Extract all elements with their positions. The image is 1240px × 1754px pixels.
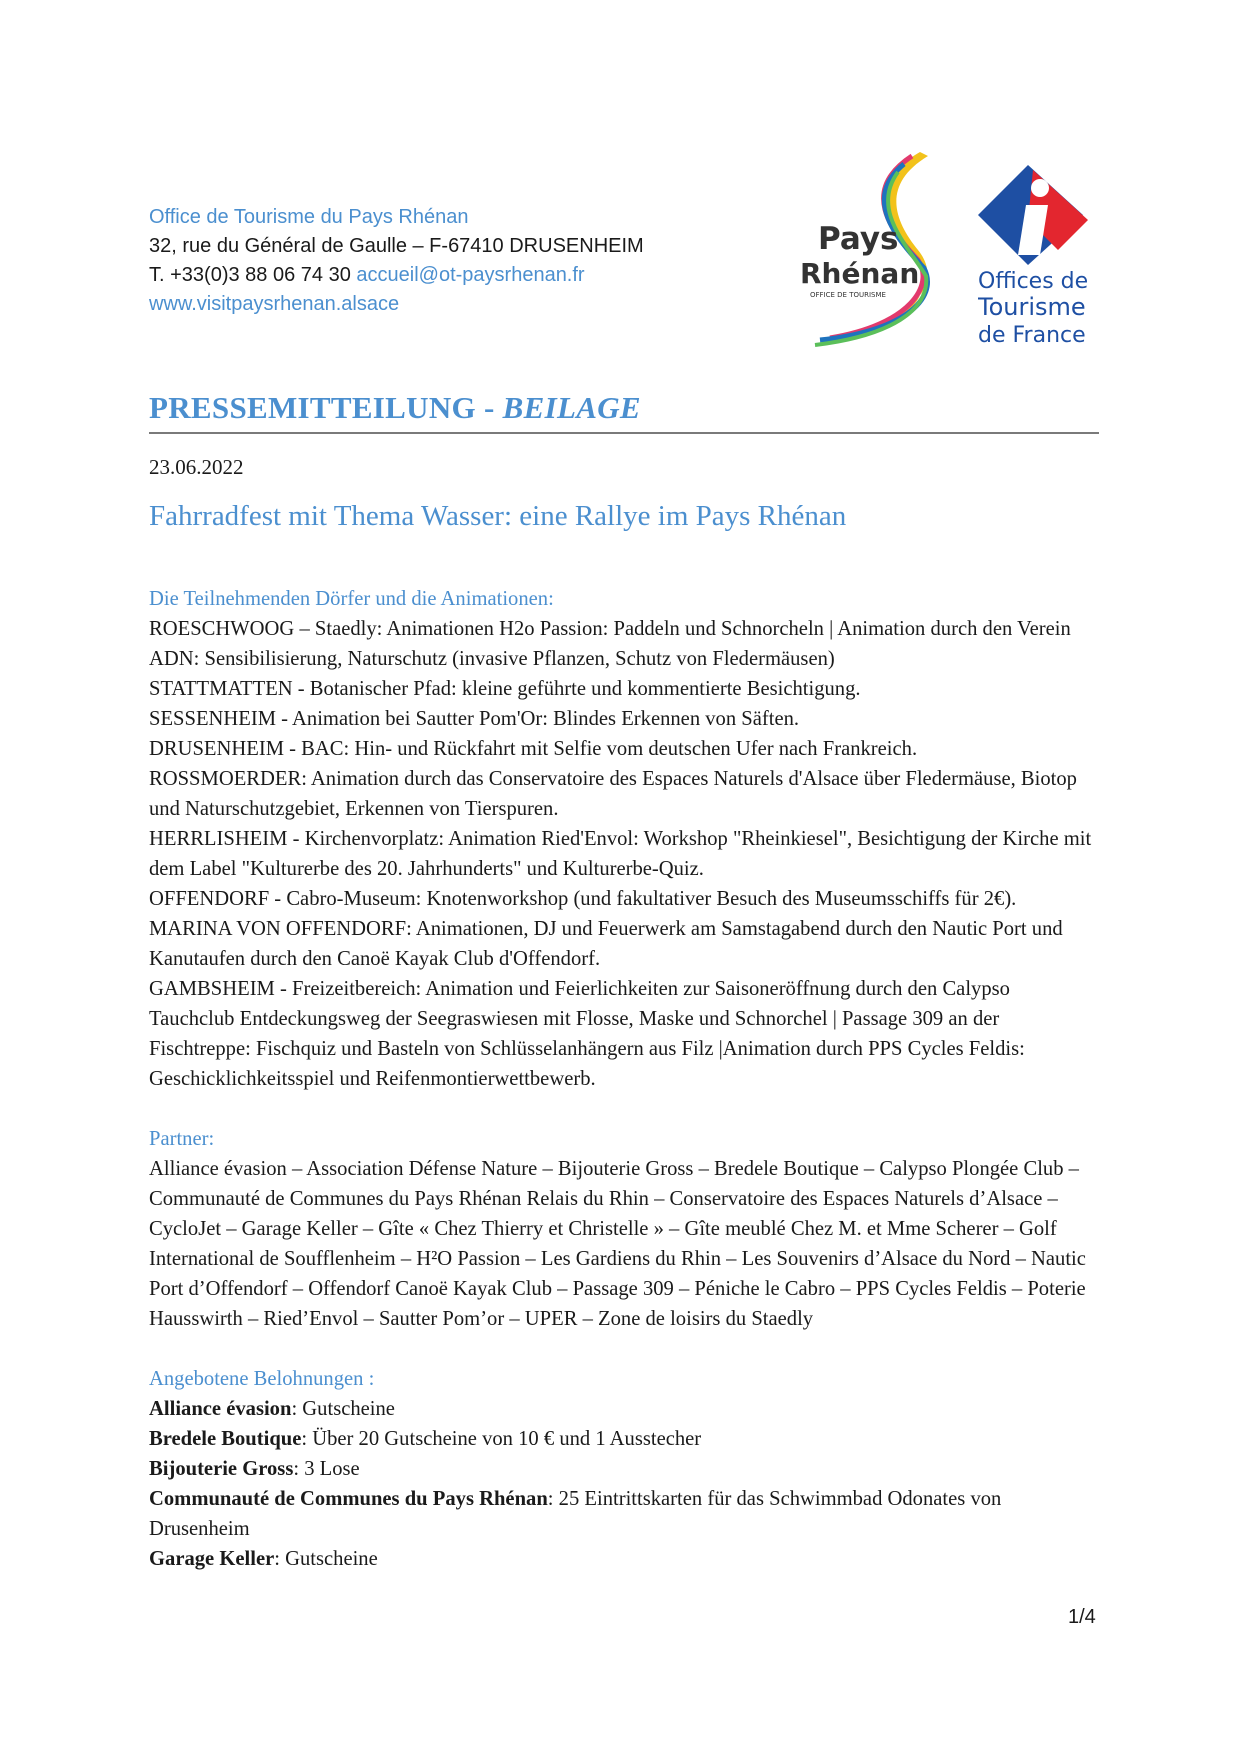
village-item: ROESCHWOOG – Staedly: Animationen H2o Passion: Paddeln und Schnorcheln | Animation durch den Verein ADN: Sensibilisierung, Naturschutz (invasive Pflanzen, Schutz von Fledermäusen) [149,618,1071,670]
reward-name: Garage Keller [149,1548,275,1570]
village-item: DRUSENHEIM - BAC: Hin- und Rückfahrt mit Selfie vom deutschen Ufer nach Frankreich. [149,738,918,760]
otf-logo-line3: de France [978,323,1086,348]
otf-logo-line1: Offices de [978,269,1089,294]
partners-list: Alliance évasion – Association Défense Nature – Bijouterie Gross – Bredele Boutique – Calypso Plongée Club – Communauté de Communes du Pays Rhénan Relais du Rhin – Conservatoire des Espaces Naturels d’Alsace – CycloJet – Garage Keller – Gîte « Chez Thierry et Christelle » – Gîte meublé Chez M. et Mme Scherer – Golf International de Soufflenheim – H²O Passion – Les Gardiens du Rhin – Les Souvenirs d’Alsace du Nord – Nautic Port d’Offendorf – Offendorf Canoë Kayak Club – Passage 309 – Péniche le Cabro – PPS Cycles Feldis – Poterie Hausswirth – Ried’Envol – Sautter Pom’or – UPER – Zone de loisirs du Staedly [149,1158,1086,1330]
reward-name: Alliance évasion [149,1398,292,1420]
website-link[interactable]: www.visitpaysrhenan.alsace [149,293,400,315]
reward-item [149,1484,1099,1544]
reward-item [149,1454,1099,1484]
reward-detail: : Über 20 Gutscheine von 10 € und 1 Ausstecher [301,1428,702,1450]
document-date: 23.06.2022 [149,455,244,479]
reward-item [149,1544,1099,1574]
village-item: SESSENHEIM - Animation bei Sautter Pom'Or: Blindes Erkennen von Säften. [149,708,800,730]
sender-block [149,203,769,319]
reward-detail: : Gutscheine [291,1398,395,1420]
page-number: 1/4 [1068,1606,1096,1628]
reward-item [149,1394,1099,1424]
office-name: Office de Tourisme du Pays Rhénan [149,206,469,228]
reward-detail: : Gutscheine [274,1548,378,1570]
pays-logo-tagline: OFFICE DE TOURISME [810,291,886,299]
title-italic: BEILAGE [502,390,641,425]
offices-de-tourisme-logo [978,160,1108,350]
pays-logo-line1: Pays [818,221,899,257]
reward-name: Bijouterie Gross [149,1458,294,1480]
village-item: MARINA VON OFFENDORF: Animationen, DJ und Feuerwerk am Samstagabend durch den Nautic Port und Kanutaufen durch den Canoë Kayak Club d'Offendorf. [149,918,1063,970]
reward-name: Communauté de Communes du Pays Rhénan [149,1488,548,1510]
document-body [149,584,1099,1574]
reward-item [149,1424,1099,1454]
phone-number: T. +33(0)3 88 06 74 30 [149,264,351,286]
email-link[interactable]: accueil@ot-paysrhenan.fr [356,264,585,286]
village-item: STATTMATTEN - Botanischer Pfad: kleine geführte und kommentierte Besichtigung. [149,678,861,700]
village-item: HERRLISHEIM - Kirchenvorplatz: Animation Ried'Envol: Workshop "Rheinkiesel", Besichtigung der Kirche mit dem Label "Kulturerbe des 20. Jahrhunderts" und Kulturerbe-Quiz. [149,828,1092,880]
reward-detail: : 3 Lose [293,1458,360,1480]
office-address: 32, rue du Général de Gaulle – F-67410 DRUSENHEIM [149,235,644,257]
village-item: OFFENDORF - Cabro-Museum: Knotenworkshop (und fakultativer Besuch des Museumsschiffs für 2€). [149,888,1017,910]
village-item: GAMBSHEIM - Freizeitbereich: Animation und Feierlichkeiten zur Saisoneröffnung durch den Calypso Tauchclub Entdeckungsweg der Seegraswiesen mit Flosse, Maske und Schnorchel | Passage 309 an der Fischtreppe: Fischquiz und Basteln von Schlüsselanhängern aus Filz |Animation durch PPS Cycles Feldis: Geschicklichkeitsspiel und Reifenmontierwettbewerb. [149,978,1025,1090]
title-main: PRESSEMITTEILUNG - [149,390,503,425]
title-divider [149,432,1099,434]
contact-line [149,261,769,290]
rewards-heading: Angebotene Belohnungen : [149,1368,375,1390]
pays-logo-line2: Rhénan [800,257,920,290]
partners-heading: Partner: [149,1128,215,1150]
villages-heading: Die Teilnehmenden Dörfer und die Animationen: [149,588,554,610]
reward-detail: : 25 Eintrittskarten für das Schwimmbad Odonates von Drusenheim [149,1488,1002,1540]
document-headline: Fahrradfest mit Thema Wasser: eine Rallye im Pays Rhénan [149,500,847,532]
otf-logo-line2: Tourisme [978,293,1086,321]
pays-rhenan-logo [800,150,950,350]
village-item: ROSSMOERDER: Animation durch das Conservatoire des Espaces Naturels d'Alsace über Fledermäuse, Biotop und Naturschutzgebiet, Erkennen von Tierspuren. [149,768,1077,820]
page-title [149,390,1099,426]
reward-name: Bredele Boutique [149,1428,302,1450]
